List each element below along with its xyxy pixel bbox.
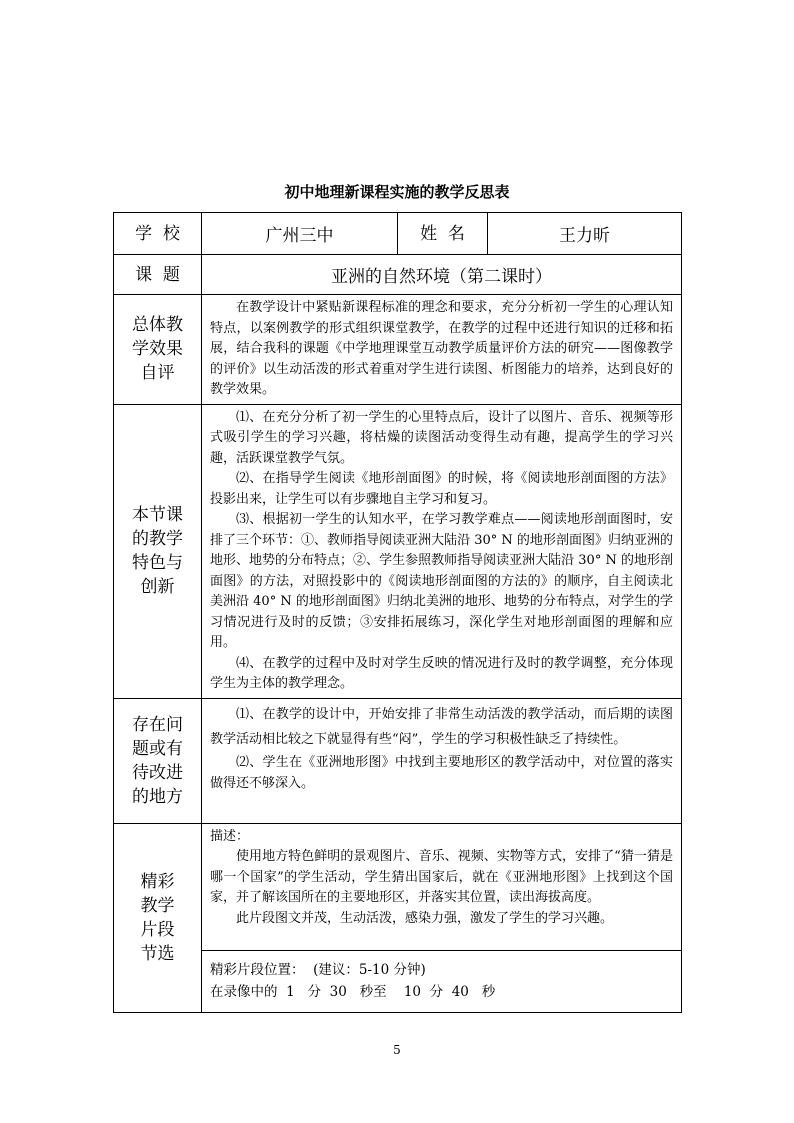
issues-row: [114, 698, 682, 823]
highlight-label-text: 精彩教学片段节选: [140, 871, 175, 964]
desc-label: 描述：: [210, 828, 250, 844]
highlight-label: [114, 823, 202, 1012]
topic-row: [114, 255, 682, 295]
features-row: [114, 404, 682, 698]
features-cell: [202, 404, 682, 698]
features-label: [114, 404, 202, 698]
position-label: 精彩片段位置： (建议：5-10 分钟): [210, 961, 426, 978]
issues-cell: [202, 698, 682, 823]
evaluation-row: [114, 295, 682, 405]
desc-paragraph: 此片段图文并茂，生动活泼，感染力强，激发了学生的学习兴趣。: [236, 910, 614, 926]
topic-label: 课 题: [114, 255, 202, 295]
evaluation-cell: [202, 295, 682, 405]
evaluation-text: 在教学设计中紧贴新课程标准的理念和要求，充分分析初一学生的心理认知特点，以案例教学的形式组织课堂教学，在教学的过程中还进行知识的迁移和拓展，结合我科的课题《中学地理课堂互动教学质量评价方法的研究——图像教学的评价》以生动活泼的形式着重对学生进行读图、析图能力的培养，达到良好的教学效果。: [210, 300, 673, 397]
issues-label-text: 存在问题或有待改进的地方: [132, 714, 183, 807]
page-number: 5: [393, 1043, 401, 1057]
evaluation-label-text: 总体教学效果自评: [132, 315, 183, 384]
issue-item: ⑵、学生在《亚洲地形图》中找到主要地形区的教学活动中，对位置的落实做得还不够深入。: [210, 754, 673, 791]
school-label: 学 校: [114, 213, 202, 255]
features-label-text: 本节课的教学特色与创新: [132, 505, 183, 597]
evaluation-label: [114, 295, 202, 405]
feature-item: ⑴、在充分分析了初一学生的心里特点后，设计了以图片、音乐、视频等形式吸引学生的学习兴趣，将枯燥的读图活动变得生动有趣，提高学生的学习兴趣，活跃课堂教学气氛。: [210, 409, 673, 466]
topic-value: 亚洲的自然环境（第二课时）: [202, 255, 682, 295]
desc-paragraph: 使用地方特色鲜明的景观图片、音乐、视频、实物等方式，安排了“猜一猜是哪一个国家”的学生活动，学生猜出国家后，就在《亚洲地形图》上找到这个国家，并了解该国所在的主要地形区，并落实其位置，读出海拔高度。: [210, 849, 673, 905]
feature-item: ⑶、根据初一学生的认知水平，在学习教学难点——阅读地形剖面图时，安排了三个环节：①、教师指导阅读亚洲大陆沿 30° N 的地形剖面图》归纳亚洲的地形、地势的分布特点；②、学生参照教师指导阅读亚洲大陆沿 30° N 的地形剖面图》的方法，对照投影中的《阅读地形剖面图的方法的》的顺序，自主阅读北美洲沿 40° N 的地形剖面图》归纳北美洲的地形、地势的分布特点，对学生的学习情况进行及时的反馈；③安排拓展练习，深化学生对地形剖面图的理解和应用。: [210, 512, 673, 650]
highlight-desc-cell: [202, 823, 682, 950]
name-label: 姓 名: [398, 213, 488, 255]
highlight-desc-row: [114, 823, 682, 950]
highlight-position-cell: [202, 950, 682, 1012]
issue-item: ⑴、在教学的设计中，开始安排了非常生动活泼的教学活动，而后期的读图教学活动相比较之下就显得有些“闷”，学生的学习积极性缺乏了持续性。: [210, 706, 673, 747]
document-title: 初中地理新课程实施的教学反思表: [284, 183, 510, 201]
name-value: 王力昕: [488, 213, 682, 255]
school-value: 广州三中: [202, 213, 398, 255]
issues-label: [114, 698, 202, 823]
feature-item: ⑷、在教学的过程中及时对学生反映的情况进行及时的教学调整，充分体现学生为主体的教学理念。: [210, 655, 673, 691]
reflection-table: [113, 212, 682, 1013]
position-line: 在录像中的 1 分 30 秒至 10 分 40 秒: [210, 983, 496, 1000]
feature-item: ⑵、在指导学生阅读《地形剖面图》的时候，将《阅读地形剖面图的方法》投影出来，让学生可以有步骤地自主学习和复习。: [210, 471, 673, 507]
header-row: [114, 213, 682, 255]
